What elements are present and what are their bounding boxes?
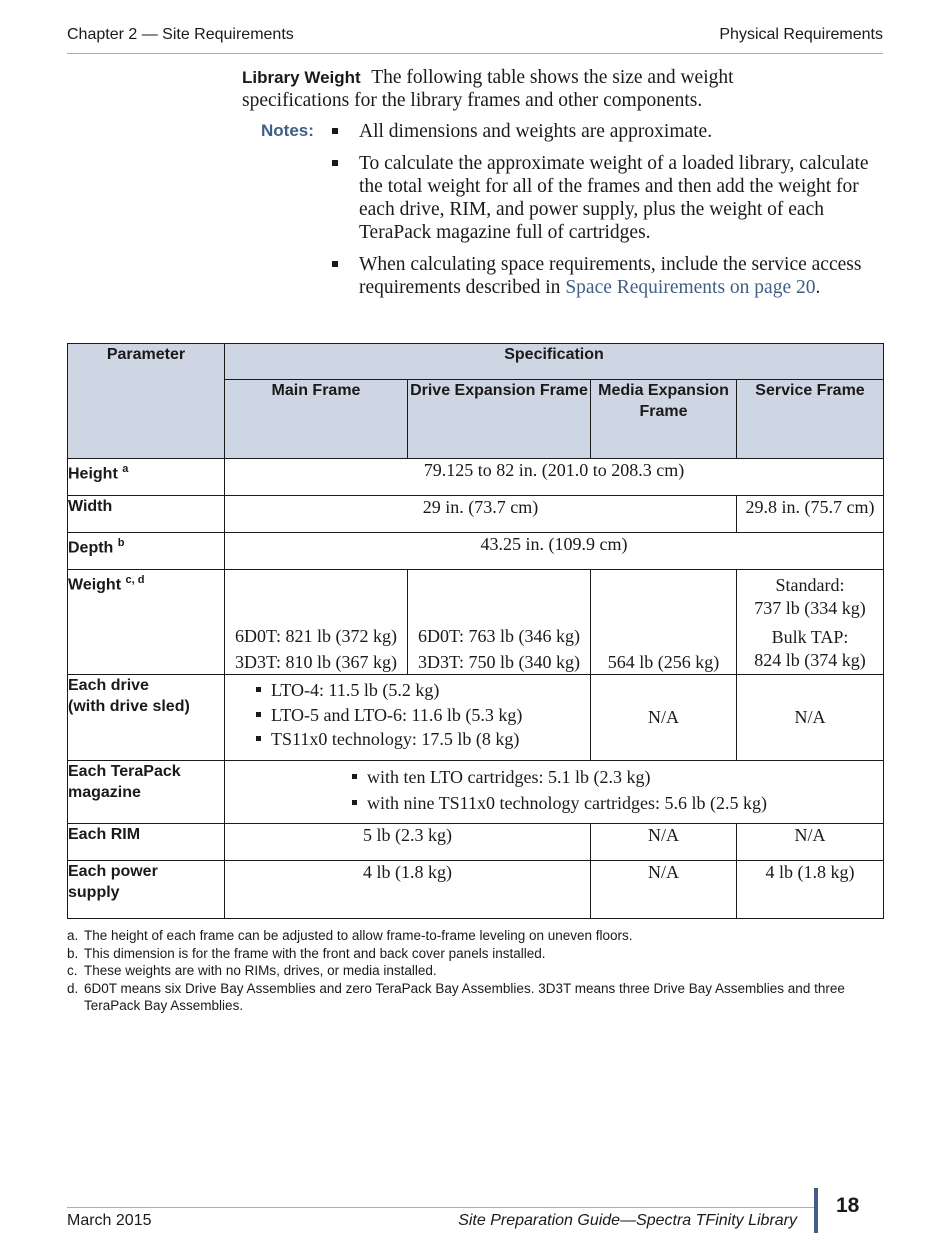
list-item: TS11x0 technology: 17.5 lb (8 kg) <box>255 727 590 752</box>
power-media-na: N/A <box>591 861 737 919</box>
weight-main-frame: 6D0T: 821 lb (372 kg) 3D3T: 810 lb (367 kg) <box>225 570 408 675</box>
terapack-weight-list <box>351 764 883 816</box>
power-service-value: 4 lb (1.8 kg) <box>737 861 884 919</box>
list-item: with nine TS11x0 technology cartridges: 5.6 lb (2.5 kg) <box>351 790 883 816</box>
drive-weight-list <box>255 678 590 752</box>
bullet-icon <box>332 261 338 267</box>
row-label-each-terapack: Each TeraPack magazine <box>68 761 225 824</box>
list-item: LTO-5 and LTO-6: 11.6 lb (5.3 kg) <box>255 703 590 728</box>
table-row <box>68 570 884 675</box>
rim-media-na: N/A <box>591 824 737 861</box>
table-row <box>68 861 884 919</box>
footer-accent-bar <box>814 1188 818 1233</box>
notes-label: Notes: <box>261 121 314 140</box>
bullet-icon <box>256 736 261 741</box>
table-row <box>68 496 884 533</box>
list-item: with ten LTO cartridges: 5.1 lb (2.3 kg) <box>351 764 883 790</box>
footnotes <box>67 927 883 1015</box>
width-value: 29 in. (73.7 cm) <box>225 496 737 533</box>
note-text: To calculate the approximate weight of a loaded library, calculate the total weight for all of the frames and then add the weight for each drive, RIM, and power supply, plus the weight of each TeraPack magazine full of cartridges. <box>359 153 869 243</box>
terapack-weights <box>225 761 884 824</box>
footnote: c. These weights are with no RIMs, drives, or media installed. <box>67 963 437 978</box>
rim-value: 5 lb (2.3 kg) <box>225 824 591 861</box>
specification-header: Specification <box>225 344 884 380</box>
intro-heading: Library Weight <box>242 68 361 87</box>
space-requirements-link[interactable]: Space Requirements on page 20 <box>565 277 816 298</box>
intro-text: The following table shows the size and weight specifications for the library frames and other components. <box>242 67 734 111</box>
row-label-each-drive: Each drive (with drive sled) <box>68 675 225 761</box>
note-end: . <box>815 277 821 298</box>
parameter-header: Parameter <box>68 344 225 459</box>
row-label-each-rim: Each RIM <box>68 824 225 861</box>
width-service-value: 29.8 in. (75.7 cm) <box>737 496 884 533</box>
row-label-weight: Weight $^{c, d}$ <box>68 570 225 675</box>
table-row <box>68 533 884 570</box>
height-value: 79.125 to 82 in. (201.0 to 208.3 cm) <box>225 459 884 496</box>
footnote: b. This dimension is for the frame with the front and back cover panels installed. <box>67 945 546 961</box>
note-text: When calculating space requirements, include the service access requirements described in <box>359 254 862 298</box>
header-chapter: Chapter 2 — Site Requirements <box>67 26 294 43</box>
spec-table <box>67 343 884 919</box>
rim-service-na: N/A <box>737 824 884 861</box>
bullet-icon <box>352 800 357 805</box>
row-label-depth: Depth $^b$ <box>68 533 225 570</box>
row-label-width: Width <box>68 496 225 533</box>
header-rule <box>67 53 883 54</box>
footer-title: Site Preparation Guide—Spectra TFinity Library <box>458 1212 797 1229</box>
note-item <box>330 253 875 299</box>
bullet-icon <box>352 774 357 779</box>
note-text: All dimensions and weights are approximate. <box>359 121 713 142</box>
table-row <box>68 459 884 496</box>
footnote: d. 6D0T means six Drive Bay Assemblies and zero TeraPack Bay Assemblies. 3D3T means three Drive Bay Assemblies and three TeraPack Bay Assemblies. <box>67 980 845 1013</box>
col-main-frame: Main Frame <box>225 380 408 459</box>
note-item <box>330 152 875 244</box>
col-media-expansion-frame: Media Expansion Frame <box>591 380 737 459</box>
page-number: 18 <box>836 1194 860 1217</box>
footer-date: March 2015 <box>67 1212 152 1229</box>
drive-service-na: N/A <box>737 675 884 761</box>
row-label-height: Height $^a$ <box>68 459 225 496</box>
footer-rule <box>67 1207 814 1208</box>
drive-weights <box>225 675 591 761</box>
notes-list <box>330 120 875 308</box>
table-row <box>68 675 884 761</box>
col-service-frame: Service Frame <box>737 380 884 459</box>
note-item <box>330 120 875 143</box>
bullet-icon <box>332 160 338 166</box>
bullet-icon <box>256 712 261 717</box>
table-row <box>68 761 884 824</box>
footnote: a. The height of each frame can be adjusted to allow frame-to-frame leveling on uneven floors. <box>67 928 633 943</box>
list-item: LTO-4: 11.5 lb (5.2 kg) <box>255 678 590 703</box>
weight-media-expansion-frame: 564 lb (256 kg) <box>591 570 737 675</box>
weight-service-frame: Standard: 737 lb (334 kg) Bulk TAP: 824 lb (374 kg) <box>737 570 884 675</box>
bullet-icon <box>332 128 338 134</box>
drive-media-na: N/A <box>591 675 737 761</box>
intro-paragraph <box>242 66 842 112</box>
weight-drive-expansion-frame: 6D0T: 763 lb (346 kg) 3D3T: 750 lb (340 kg) <box>408 570 591 675</box>
row-label-each-power-supply: Each power supply <box>68 861 225 919</box>
power-value: 4 lb (1.8 kg) <box>225 861 591 919</box>
bullet-icon <box>256 687 261 692</box>
header-section: Physical Requirements <box>719 26 883 43</box>
col-drive-expansion-frame: Drive Expansion Frame <box>408 380 591 459</box>
depth-value: 43.25 in. (109.9 cm) <box>225 533 884 570</box>
table-row <box>68 824 884 861</box>
